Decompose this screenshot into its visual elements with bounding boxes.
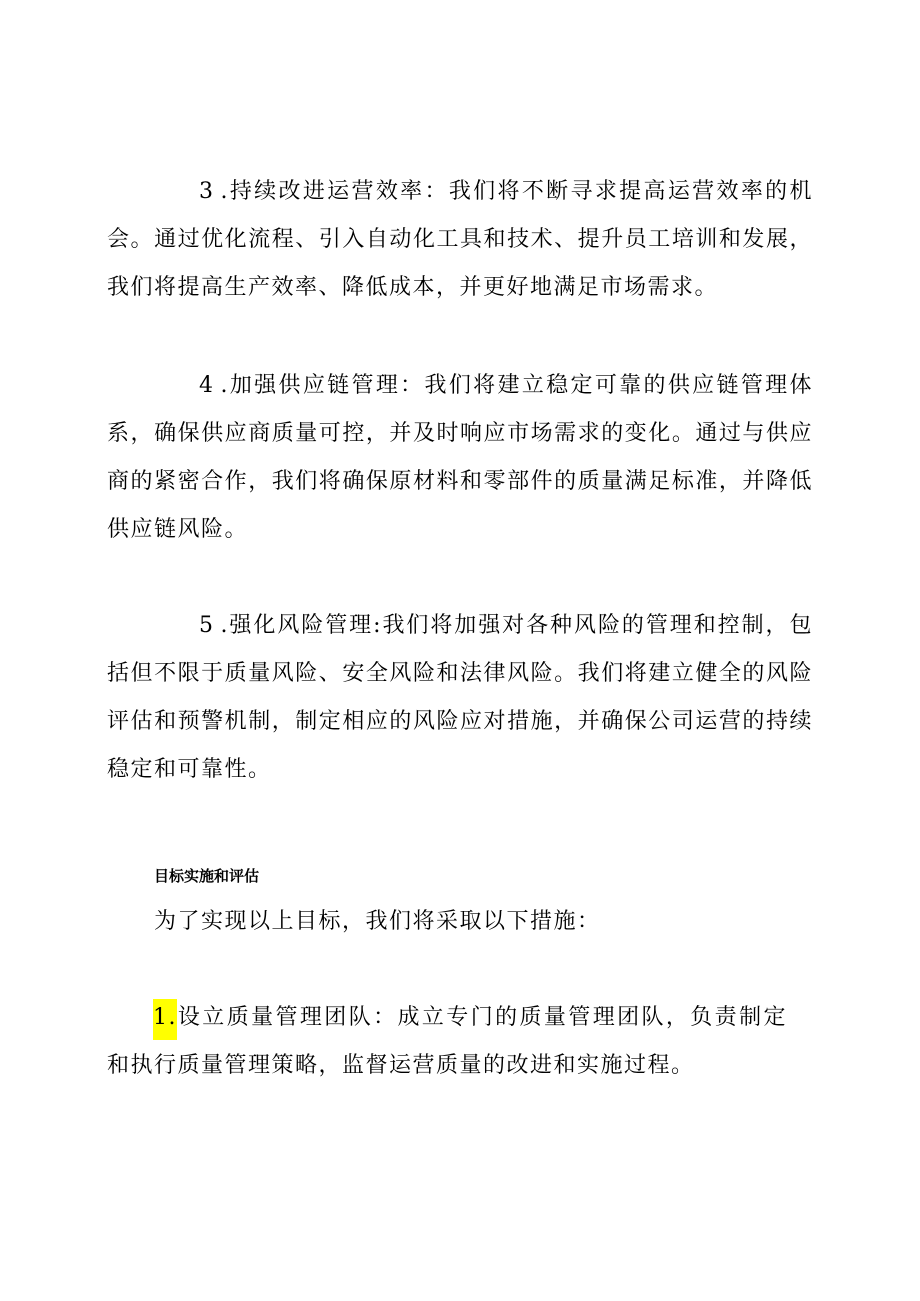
- paragraph-item-3: [107, 168, 813, 312]
- paragraph-item-5: [107, 602, 813, 794]
- measure-text: 设立质量管理团队：成立专门的质量管理团队，负责制定和执行质量管理策略，监督运营质量的改进和实施过程。: [107, 1005, 787, 1078]
- item-text: .加强供应链管理：我们将建立稳定可靠的供应链管理体系，确保供应商质量可控，并及时响应市场需求的变化。通过与供应商的紧密合作，我们将确保原材料和零部件的质量满足标准，并降低供应链风险。: [107, 373, 813, 542]
- item-number: 4: [199, 373, 215, 398]
- item-number: 3: [199, 179, 215, 204]
- measure-item-1: [107, 994, 787, 1090]
- item-number: 5: [199, 613, 215, 638]
- section-heading: 目标实施和评估: [154, 867, 260, 885]
- intro-text: 为了实现以上目标，我们将采取以下措施：: [154, 909, 601, 934]
- highlighted-item-number: 1.: [153, 999, 177, 1040]
- item-text: .持续改进运营效率：我们将不断寻求提高运营效率的机会。通过优化流程、引入自动化工具和技术、提升员工培训和发展，我们将提高生产效率、降低成本，并更好地满足市场需求。: [107, 179, 813, 300]
- item-text: .强化风险管理:我们将加强对各种风险的管理和控制，包括但不限于质量风险、安全风险和法律风险。我们将建立健全的风险评估和预警机制，制定相应的风险应对措施，并确保公司运营的持续稳定和可靠性。: [107, 613, 813, 782]
- paragraph-item-4: [107, 362, 813, 554]
